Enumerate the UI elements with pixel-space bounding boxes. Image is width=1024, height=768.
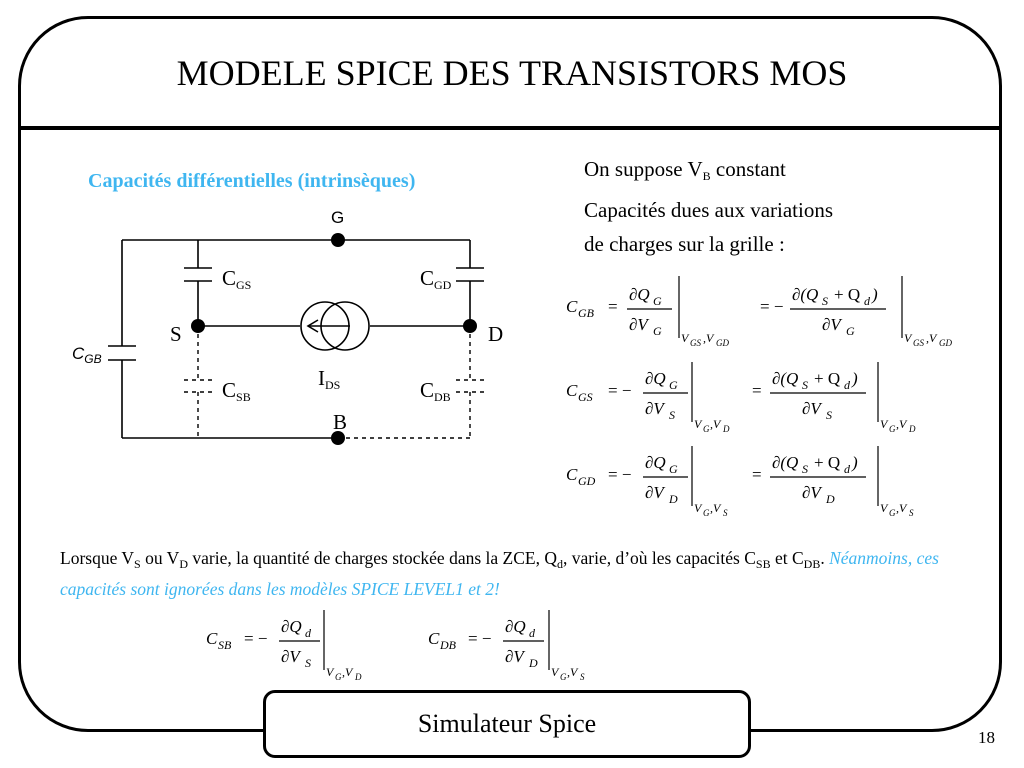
svg-text:∂Q: ∂Q [645, 369, 666, 388]
cgs-label: $C_{GS}$ [222, 266, 252, 292]
svg-text:=: = [608, 297, 618, 316]
svg-text:G: G [703, 508, 710, 518]
svg-text:G: G [889, 508, 896, 518]
svg-text:D: D [529, 656, 538, 670]
svg-text:V: V [681, 331, 689, 345]
svg-text:= −: = − [468, 629, 492, 648]
svg-text:d: d [529, 626, 535, 640]
csb-label: $C_{SB}$ [222, 378, 251, 404]
svg-text:,V: ,V [896, 417, 907, 431]
svg-text:S: S [580, 672, 585, 682]
svg-text:∂V: ∂V [629, 315, 648, 334]
svg-text:= −: = − [244, 629, 268, 648]
svg-text:+ Q: + Q [834, 285, 861, 304]
svg-text:S: S [802, 378, 808, 392]
page-number: 18 [978, 728, 995, 747]
footer-box: Simulateur Spice [263, 690, 751, 758]
cgb-label: $C_{GB}$ [72, 344, 102, 366]
svg-text:G: G [669, 378, 678, 392]
svg-text:S: S [826, 408, 832, 422]
svg-text:+ Q: + Q [814, 369, 841, 388]
svg-text:∂Q: ∂Q [645, 453, 666, 472]
svg-text:G: G [335, 672, 342, 682]
node-s-label: S [170, 322, 182, 346]
svg-text:GS: GS [690, 338, 701, 348]
svg-text:G: G [846, 324, 855, 338]
svg-text:C: C [566, 465, 578, 484]
node-d-label: D [488, 322, 504, 346]
svg-text:S: S [822, 294, 828, 308]
svg-text:∂Q: ∂Q [505, 617, 526, 636]
svg-text:): ) [852, 453, 858, 472]
svg-text:,V: ,V [896, 501, 907, 515]
svg-text:D: D [909, 424, 916, 434]
section-heading: Capacités différentielles (intrinsèques) [88, 170, 416, 192]
svg-text:∂(Q: ∂(Q [792, 285, 819, 304]
svg-text:): ) [872, 285, 878, 304]
svg-text:D: D [723, 424, 730, 434]
italic-note: Néanmoins, ces capacités sont ignorées dans les modèles SPICE LEVEL1 et 2! [60, 548, 939, 599]
svg-text:,V: ,V [567, 665, 578, 679]
svg-text:S: S [305, 656, 311, 670]
svg-text:D: D [355, 672, 362, 682]
svg-text:∂Q: ∂Q [281, 617, 302, 636]
node-b-label: B [333, 410, 348, 434]
svg-text:GD: GD [939, 338, 952, 348]
slide-title: MODELE SPICE DES TRANSISTORS MOS [176, 53, 848, 93]
svg-text:= −: = − [760, 297, 784, 316]
svg-text:= −: = − [608, 381, 632, 400]
assumption-line-1: On suppose $V_B$ constant [584, 157, 786, 183]
svg-text:+ Q: + Q [814, 453, 841, 472]
svg-text:G: G [653, 324, 662, 338]
svg-text:): ) [852, 369, 858, 388]
svg-text:,V: ,V [710, 417, 721, 431]
svg-text:∂V: ∂V [822, 315, 841, 334]
svg-text:,V: ,V [710, 501, 721, 515]
svg-text:D: D [826, 492, 835, 506]
explanation-paragraph: Lorsque $V_S$ ou $V_D$ varie, la quantité de charges stockée dans la ZCE, $Q_d$, varie, d’où les capacités $C_{SB}$ et $C_{DB}$. Néanmoins, ces capacités sont ignorées dans les modèles SPICE LEVEL1 et 2! [60, 548, 939, 599]
svg-text:G: G [703, 424, 710, 434]
svg-text:DB: DB [440, 638, 456, 652]
equation-cgb [566, 276, 952, 348]
svg-text:C: C [206, 629, 218, 648]
svg-text:S: S [909, 508, 914, 518]
svg-text:∂V: ∂V [645, 483, 664, 502]
assumption-line-2: Capacités dues aux variations [584, 198, 834, 222]
svg-text:d: d [305, 626, 311, 640]
equation-cgs [566, 362, 916, 434]
svg-text:∂V: ∂V [505, 647, 524, 666]
svg-text:d: d [844, 462, 850, 476]
svg-text:GD: GD [578, 474, 596, 488]
svg-text:∂V: ∂V [281, 647, 300, 666]
svg-text:,V: ,V [926, 331, 937, 345]
svg-text:G: G [653, 294, 662, 308]
svg-text:GS: GS [578, 390, 593, 404]
svg-text:∂V: ∂V [802, 483, 821, 502]
equation-cdb [428, 610, 585, 682]
svg-text:G: G [889, 424, 896, 434]
svg-text:V: V [694, 417, 702, 431]
svg-text:∂V: ∂V [645, 399, 664, 418]
equation-cgd [566, 446, 914, 518]
svg-text:d: d [844, 378, 850, 392]
svg-text:V: V [880, 417, 888, 431]
svg-text:∂(Q: ∂(Q [772, 369, 799, 388]
svg-text:S: S [802, 462, 808, 476]
svg-text:C: C [566, 297, 578, 316]
svg-text:∂V: ∂V [802, 399, 821, 418]
assumption-line-3: de charges sur la grille : [584, 232, 785, 256]
svg-text:S: S [669, 408, 675, 422]
svg-text:=: = [752, 465, 762, 484]
ids-label: $I_{DS}$ [318, 366, 341, 392]
svg-text:C: C [428, 629, 440, 648]
svg-text:,V: ,V [703, 331, 714, 345]
svg-text:= −: = − [608, 465, 632, 484]
svg-text:V: V [904, 331, 912, 345]
svg-text:V: V [694, 501, 702, 515]
svg-text:G: G [560, 672, 567, 682]
svg-text:GB: GB [578, 306, 594, 320]
svg-text:∂(Q: ∂(Q [772, 453, 799, 472]
svg-text:GS: GS [913, 338, 924, 348]
svg-text:G: G [669, 462, 678, 476]
cdb-label: $C_{DB}$ [420, 378, 451, 404]
svg-text:SB: SB [218, 638, 232, 652]
svg-text:,V: ,V [342, 665, 353, 679]
cgd-label: $C_{GD}$ [420, 266, 452, 292]
svg-text:V: V [551, 665, 559, 679]
svg-text:S: S [723, 508, 728, 518]
equation-csb [206, 610, 362, 682]
svg-text:=: = [752, 381, 762, 400]
svg-text:C: C [566, 381, 578, 400]
node-g-label: G [331, 208, 345, 227]
svg-text:V: V [880, 501, 888, 515]
svg-text:d: d [864, 294, 870, 308]
svg-text:D: D [669, 492, 678, 506]
svg-text:V: V [326, 665, 334, 679]
svg-text:∂Q: ∂Q [629, 285, 650, 304]
svg-text:GD: GD [716, 338, 729, 348]
